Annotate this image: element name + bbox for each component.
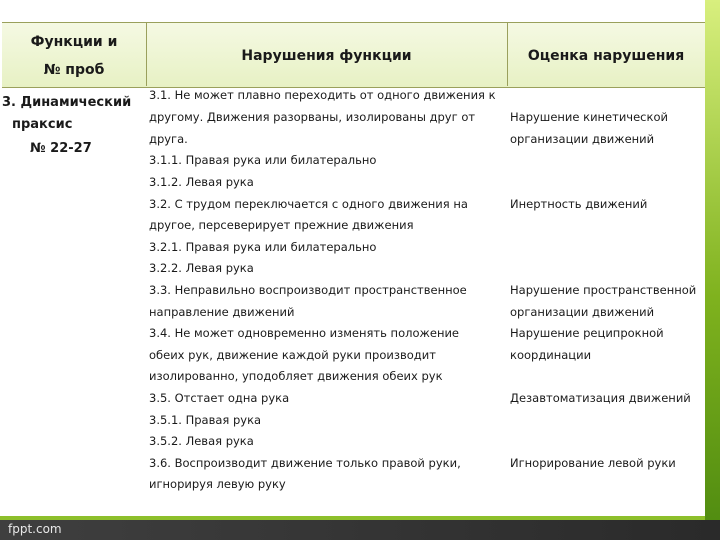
assessment-item: Игнорирование левой руки (510, 456, 676, 470)
table-row: изолированно, уподобляет движения обеих рук (149, 369, 443, 383)
table-row: 3.1.1. Правая рука или билатерально (149, 153, 377, 167)
table-row: 3.6. Воспроизводит движение только правой руки, (149, 456, 461, 470)
assessment-item: Нарушение пространственной (510, 283, 697, 297)
section-title: 3. Динамический (2, 95, 132, 110)
table-row: 3.1. Не может плавно переходить от одного движения к (149, 88, 496, 102)
assessment-item: Дезавтоматизация движений (510, 391, 691, 405)
table-row: 3.2. С трудом переключается с одного движения на (149, 197, 468, 211)
table-row: направление движений (149, 305, 295, 319)
table-row: игнорируя левую руку (149, 477, 286, 491)
header-col-functions-line2: № проб (43, 62, 105, 78)
table-row: друга. (149, 132, 188, 146)
decorative-green-tab (705, 0, 720, 540)
footer-bar (0, 520, 720, 540)
assessment-item: организации движений (510, 305, 655, 319)
table-row: 3.1.2. Левая рука (149, 175, 254, 189)
section-tests: № 22-27 (30, 141, 92, 156)
assessment-item: организации движений (510, 132, 655, 146)
table-row: 3.5.2. Левая рука (149, 434, 254, 448)
assessment-item: Нарушение кинетической (510, 110, 668, 124)
table-row: 3.2.2. Левая рука (149, 261, 254, 275)
section-title-line2: праксис (12, 117, 73, 132)
table-row: 3.3. Неправильно воспроизводит пространственное (149, 283, 467, 297)
assessment-item: Инертность движений (510, 197, 648, 211)
footer-watermark: fppt.com (8, 522, 62, 536)
table-row: 3.2.1. Правая рука или билатерально (149, 240, 377, 254)
header-col-violations: Нарушения функции (241, 48, 412, 64)
table-row: другому. Движения разорваны, изолированы друг от (149, 110, 476, 124)
table-row: 3.5.1. Правая рука (149, 413, 262, 427)
assessment-item: Нарушение реципрокной (510, 326, 664, 340)
table-row: другое, персеверирует прежние движения (149, 218, 414, 232)
header-col-assessment: Оценка нарушения (527, 48, 685, 64)
table-row: 3.5. Отстает одна рука (149, 391, 290, 405)
table-row: 3.4. Не может одновременно изменять положение (149, 326, 460, 340)
table-row: обеих рук, движение каждой руки производит (149, 348, 436, 362)
header-col-functions: Функции и (30, 34, 118, 50)
assessment-item: координации (510, 348, 592, 362)
